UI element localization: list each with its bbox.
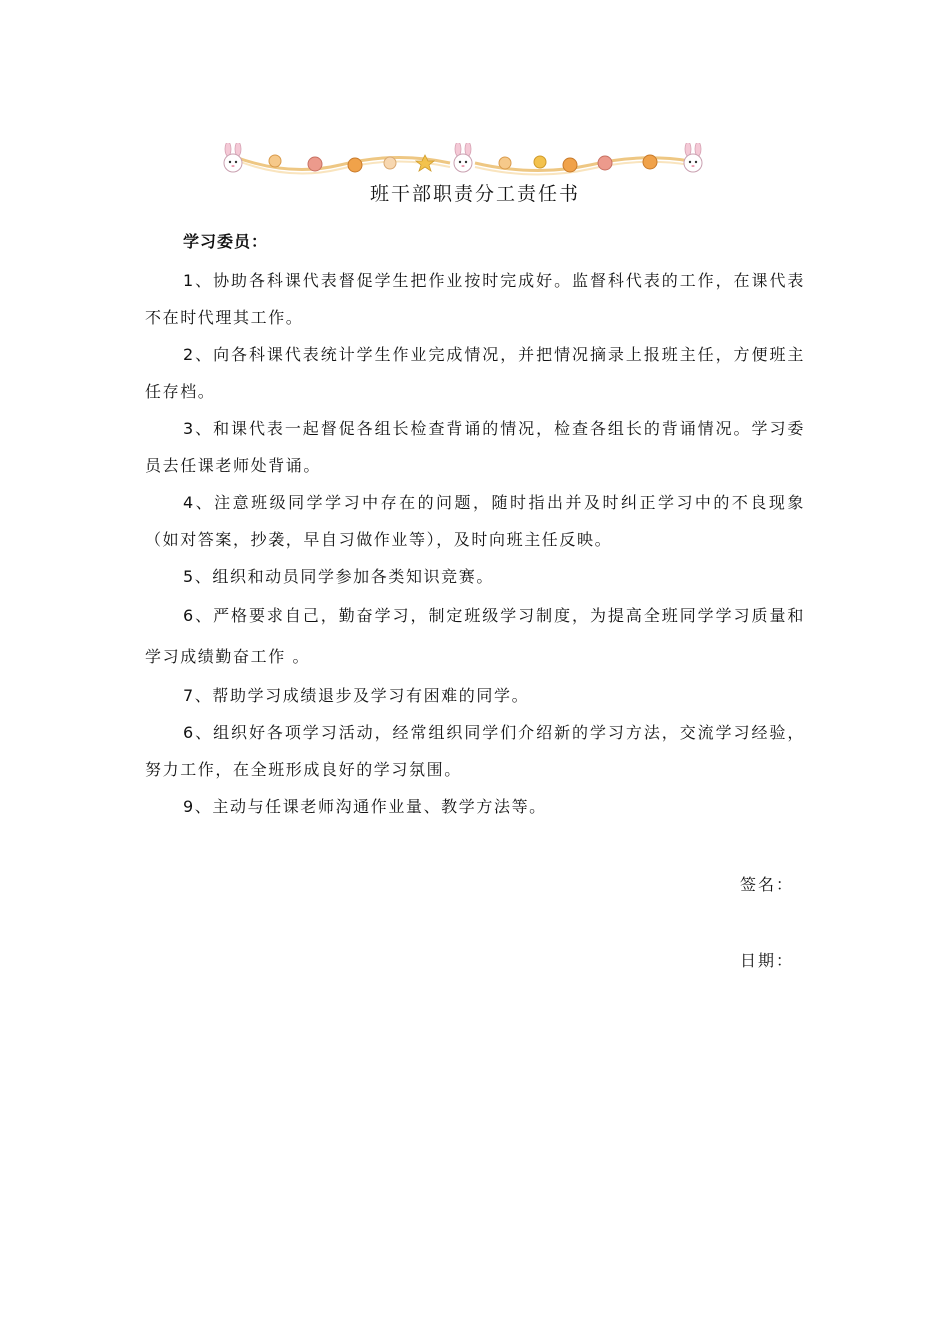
garland-decoration-icon xyxy=(220,143,710,183)
list-item: 6、组织好各项学习活动，经常组织同学们介绍新的学习方法，交流学习经验，努力工作，在全班形成良好的学习氛围。 xyxy=(145,723,805,779)
section-heading: 学习委员： xyxy=(183,232,269,251)
date-label: 日期： xyxy=(740,951,795,970)
bunny-icon xyxy=(684,143,702,172)
duty-list xyxy=(145,262,805,825)
list-item: 7、帮助学习成绩退步及学习有困难的同学。 xyxy=(183,686,530,705)
list-item: 2、向各科课代表统计学生作业完成情况，并把情况摘录上报班主任，方便班主任存档。 xyxy=(145,345,805,401)
list-item: 6、严格要求自己，勤奋学习，制定班级学习制度，为提高全班同学学习质量和学习成绩勤奋工作 。 xyxy=(145,606,805,666)
signature-label: 签名： xyxy=(740,875,795,894)
list-item: 9、主动与任课老师沟通作业量、教学方法等。 xyxy=(183,797,547,816)
list-item: 1、协助各科课代表督促学生把作业按时完成好。监督科代表的工作，在课代表不在时代理其工作。 xyxy=(145,271,805,327)
bunny-icon xyxy=(224,143,242,172)
list-item: 5、组织和动员同学参加各类知识竞赛。 xyxy=(183,567,494,586)
list-item: 4、注意班级同学学习中存在的问题，随时指出并及时纠正学习中的不良现象（如对答案，抄袭，早自习做作业等），及时向班主任反映。 xyxy=(145,493,805,549)
document-title: 班干部职责分工责任书 xyxy=(369,183,580,205)
list-item: 3、和课代表一起督促各组长检查背诵的情况，检查各组长的背诵情况。学习委员去任课老师处背诵。 xyxy=(145,419,805,475)
bunny-icon xyxy=(454,143,472,172)
